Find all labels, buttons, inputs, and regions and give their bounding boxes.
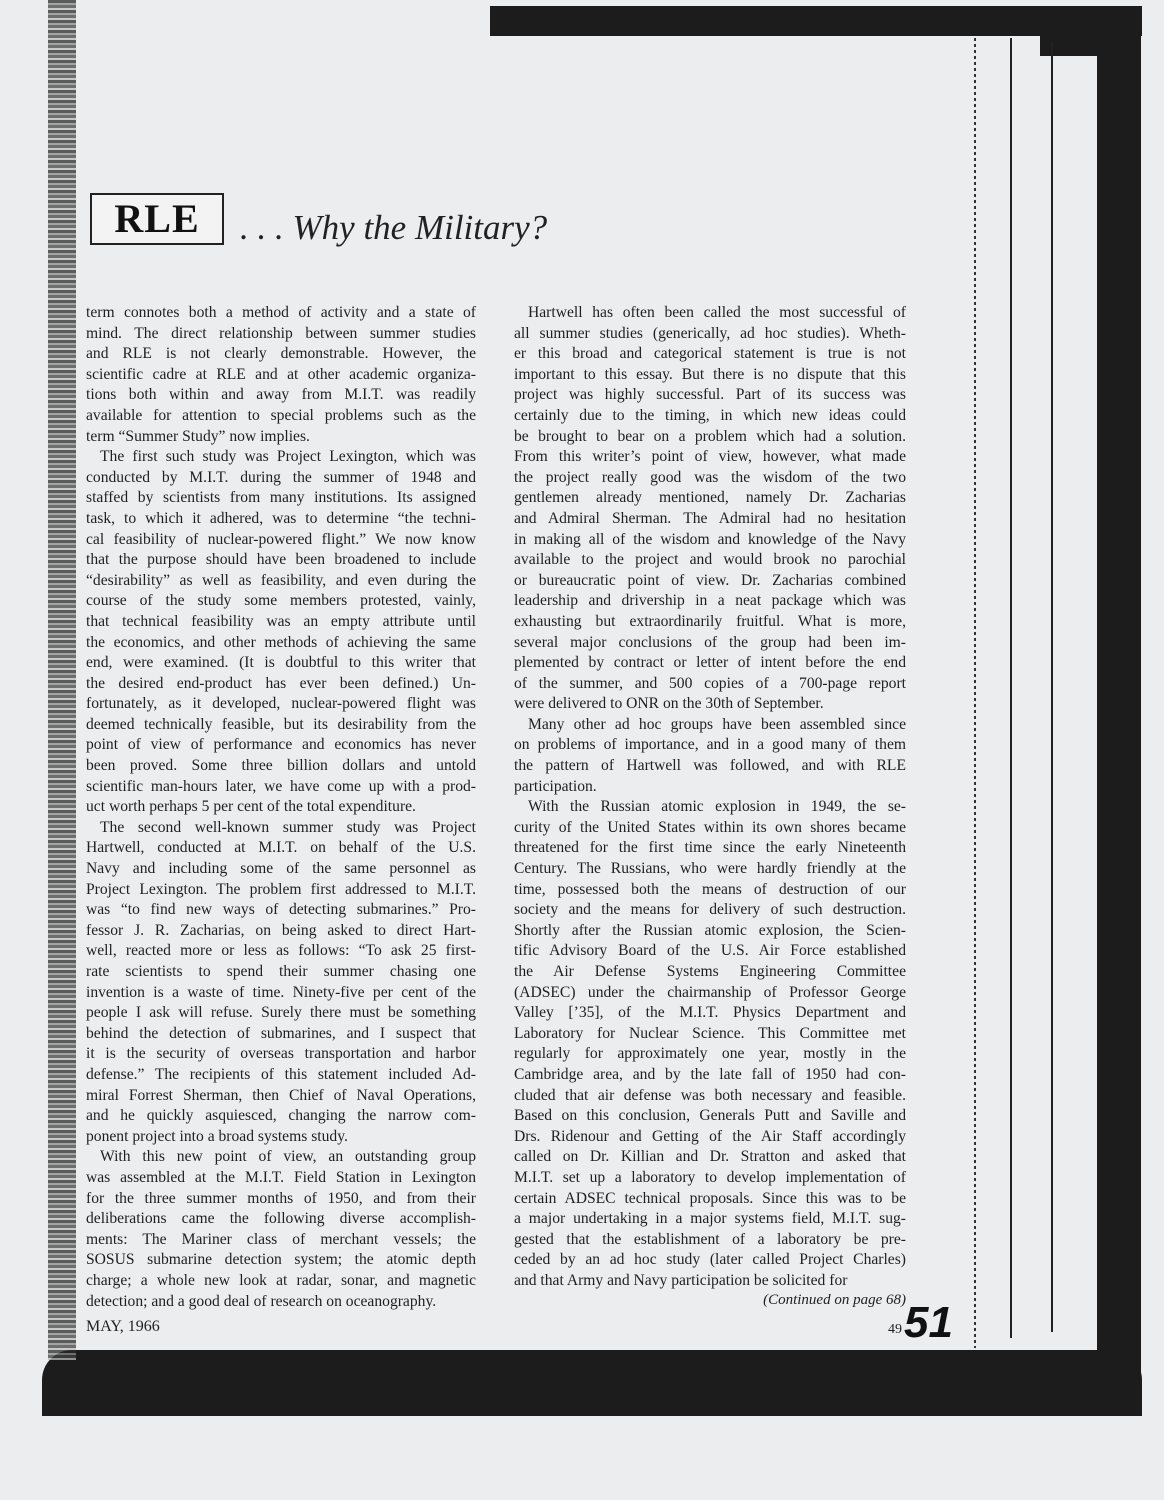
text-line: With this new point of view, an outstanding group [100,1148,476,1166]
footer-date: MAY, 1966 [86,1318,160,1335]
text-line: and Admiral Sherman. The Admiral had no hesitation [514,509,906,527]
text-line: gentlemen already mentioned, namely Dr. Zacharias [514,489,906,507]
text-line: cluded that air defense was both necessary and feasible. [514,1086,906,1104]
text-line: Hartwell has often been called the most successful of [528,304,906,321]
text-line: scientific cadre at RLE and at other academic organiza- [86,365,476,383]
continued-note: (Continued on page 68) [763,1292,906,1308]
text-line: (ADSEC) under the chairmanship of Professor George [514,983,906,1001]
text-line: exhausting but extraordinarily fruitful. What is more, [514,612,906,630]
text-line: Drs. Ridenour and Getting of the Air Staff accordingly [514,1127,906,1145]
text-line: participation. [514,777,597,795]
text-line: With the Russian atomic explosion in 1949, the se- [528,798,906,816]
text-line: uct worth perhaps 5 per cent of the total expenditure. [86,798,416,816]
text-line: and he quickly asquiesced, changing the narrow com- [86,1107,476,1125]
text-line: for the three summer months of 1950, and from their [86,1189,476,1207]
text-line: threatened for the first time since the early Nineteenth [514,839,906,857]
text-line: scientific man-hours later, we have come up with a prod- [86,777,476,795]
text-line: Project Lexington. The problem first addressed to M.I.T. [86,880,476,898]
text-line: was assembled at the M.I.T. Field Station in Lexington [86,1168,476,1186]
text-line: ments: The Mariner class of merchant vessels; the [86,1230,476,1248]
text-line: mind. The direct relationship between summer studies [86,324,476,342]
text-line: cal feasibility of nuclear-powered flight.” We now know [86,530,476,548]
text-line: the Air Defense Systems Engineering Committee [514,963,906,980]
text-line: project was highly successful. Part of its success was [514,386,906,404]
text-line: ceded by an ad hoc study (later called Project Charles) [514,1251,906,1269]
text-line: staffed by scientists from many institutions. Its assigned [86,489,476,507]
text-line: tific Advisory Board of the U.S. Air Force established [514,942,906,960]
text-line: Hartwell, conducted at M.I.T. on behalf of the U.S. [86,839,476,857]
text-line: charge; a whole new look at radar, sonar, and magnetic [86,1271,476,1289]
text-line: that the purpose should have been broadened to include [86,551,476,569]
paragraph [86,818,476,1148]
text-line: be brought to bear on a problem which had a solution. [514,427,906,445]
text-line: detection; and a good deal of research on oceanography. [86,1292,437,1310]
scan-border-left [48,0,76,1360]
text-line: the desired end-product has ever been defined.) Un- [86,674,476,692]
text-line: “desirability” as well as feasibility, and even during the [86,571,476,589]
text-line: the pattern of Hartwell was followed, and with RLE [514,757,906,775]
text-line: society and the means for delivery of such destruction. [514,901,906,919]
text-line: tions both within and away from M.I.T. was readily [86,386,476,404]
paragraph [86,303,476,447]
text-line: deliberations came the following diverse accomplish- [86,1210,476,1228]
text-line: behind the detection of submarines, and I suspect that [86,1024,476,1042]
page-edge-line [1051,42,1053,1332]
text-line: called on Dr. Killian and Dr. Stratton and asked that [514,1148,906,1166]
text-line: point of view of performance and economics has never [86,736,476,754]
text-line: From this writer’s point of view, however, what made [514,448,906,466]
scan-border-right [1097,6,1141,1411]
text-line: Century. The Russians, who were hardly friendly at the [514,860,906,878]
text-line: curity of the United States within its own shores became [514,818,906,836]
text-line: Shortly after the Russian atomic explosion, the Scien- [514,921,906,939]
text-line: defense.” The recipients of this statement included Ad- [86,1065,476,1083]
text-line: available to the project and would brook no parochial [514,551,906,569]
text-line: miral Forrest Sherman, then Chief of Naval Operations, [86,1086,476,1104]
text-line: a major undertaking in a major systems field, M.I.T. sug- [514,1210,906,1228]
text-line: Valley [’35], of the M.I.T. Physics Department and [514,1004,906,1022]
handwritten-page-number: 51 [904,1298,953,1347]
text-line: the economics, and other methods of achieving the same [86,633,476,651]
text-line: course of the study some members protested, vainly, [86,592,476,610]
text-line: was “to find new ways of detecting submarines.” Pro- [86,901,476,919]
text-line: certainly due to the timing, in which new ideas could [514,406,906,424]
text-column-left [86,303,476,1312]
text-line: er this broad and categorical statement is true is not [514,345,906,363]
paragraph [86,447,476,818]
text-line: The first such study was Project Lexington, which was [100,448,476,466]
text-line: several major conclusions of the group had been im- [514,633,906,651]
text-line: on problems of importance, and in a good many of them [514,736,906,754]
rle-logo: RLE [90,193,224,245]
text-line: conducted by M.I.T. during the summer of 1948 and [86,468,476,486]
text-line: time, possessed both the means of destruction of our [514,880,906,898]
text-line: leadership and drivership in a neat package which was [514,592,906,610]
text-line: of the summer, and 500 copies of a 700-page report [514,674,906,692]
text-line: that technical feasibility was an empty attribute until [86,612,476,630]
text-line: invention is a waste of time. Ninety-five per cent of the [86,983,476,1001]
text-line: Based on this conclusion, Generals Putt and Saville and [514,1107,906,1125]
text-line: been proved. Some three billion dollars and untold [86,757,476,775]
text-line: were delivered to ONR on the 30th of September. [514,695,824,713]
paragraph [514,715,906,797]
text-line: term connotes both a method of activity and a state of [86,304,476,321]
text-line: and RLE is not clearly demonstrable. However, the [86,345,476,363]
paragraph [86,1147,476,1312]
text-line: SOSUS submarine detection system; the atomic depth [86,1251,476,1269]
text-line: people I ask will refuse. Surely there must be something [86,1004,476,1022]
scan-border-bottom [42,1350,1142,1416]
text-line: gested that the establishment of a laboratory be pre- [514,1230,906,1248]
page-edge-line [974,38,976,1348]
text-line: and that Army and Navy participation be solicited for [514,1271,848,1289]
text-line: certain ADSEC technical proposals. Since this was to be [514,1189,906,1207]
text-line: or bureaucratic point of view. Dr. Zacharias combined [514,571,906,589]
article-title: . . . Why the Military? [240,208,548,247]
text-line: the project really good was the wisdom of the two [514,468,906,486]
text-line: rate scientists to spend their summer chasing one [86,963,476,980]
text-line: in making all of the wisdom and knowledge of the Navy [514,530,906,548]
text-line: available for attention to special problems such as the [86,406,476,424]
text-line: plemented by contract or letter of intent before the end [514,654,906,672]
paragraph [514,303,906,715]
text-line: M.I.T. set up a laboratory to develop implementation of [514,1168,906,1186]
text-line: end, were examined. (It is doubtful to this writer that [86,654,476,672]
text-line: fortunately, as it developed, nuclear-powered flight was [86,695,476,713]
page-number: 49 [888,1322,902,1337]
text-line: Navy and including some of the same personnel as [86,860,476,878]
text-line: deemed technically feasible, but its desirability from the [86,715,476,733]
text-line: ponent project into a broad systems study. [86,1127,348,1145]
text-line: well, reacted more or less as follows: “To ask 25 first- [86,942,476,960]
page-edge-line [1010,38,1012,1338]
text-line: task, to which it adhered, was to determine “the techni- [86,509,476,527]
text-column-right [514,303,906,1292]
text-line: Laboratory for Nuclear Science. This Committee met [514,1024,906,1042]
text-line: Cambridge area, and by the late fall of 1950 had con- [514,1065,906,1083]
text-line: regularly for approximately one year, mostly in the [514,1045,906,1063]
text-line: fessor J. R. Zacharias, on being asked to direct Hart- [86,921,476,939]
scan-border-top [490,6,1142,36]
text-line: term “Summer Study” now implies. [86,427,310,445]
paragraph [514,797,906,1291]
text-line: all summer studies (generically, ad hoc studies). Wheth- [514,324,906,342]
text-line: important to this essay. But there is no dispute that this [514,365,906,383]
text-line: The second well-known summer study was Project [100,818,476,836]
scan-border-notch [1040,36,1100,56]
text-line: Many other ad hoc groups have been assembled since [528,715,906,733]
text-line: it is the security of overseas transportation and harbor [86,1045,476,1063]
